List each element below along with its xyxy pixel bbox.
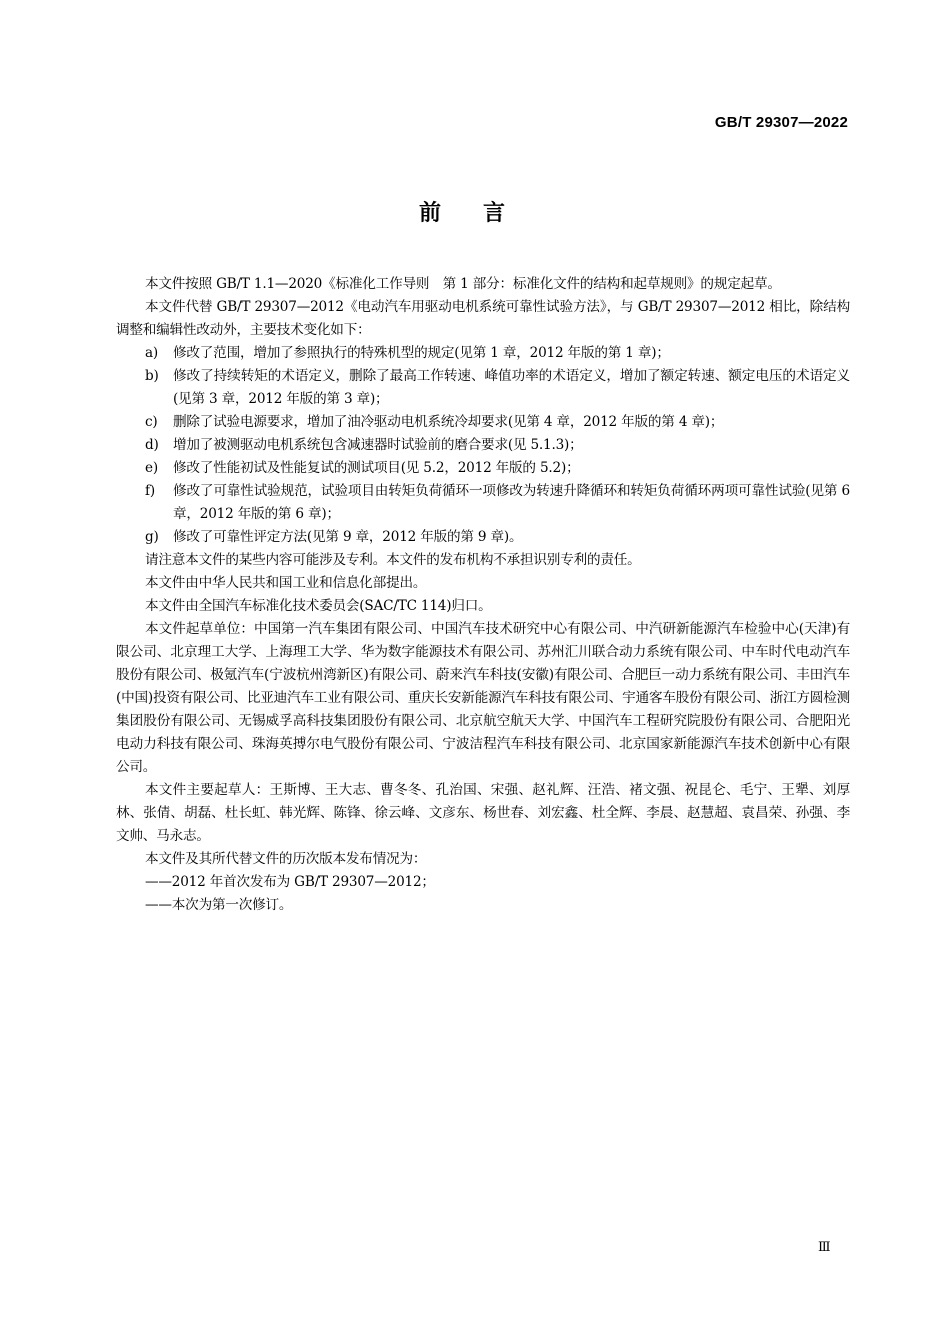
change-item [116, 526, 850, 549]
change-item [116, 434, 850, 457]
item-text: 修改了持续转矩的术语定义，删除了最高工作转速、峰值功率的术语定义，增加了额定转速、额定电压的术语定义(见第 3 章，2012 年版的第 3 章)； [173, 368, 850, 407]
change-item [116, 411, 850, 434]
item-marker: d) [145, 437, 159, 453]
item-marker: b) [145, 368, 159, 384]
paragraph-drafting-rules: 本文件按照 GB/T 1.1—2020《标准化工作导则 第 1 部分：标准化文件的结构和起草规则》的规定起草。 [145, 276, 781, 292]
history-item: ——本次为第一次修订。 [145, 897, 293, 913]
paragraph-replacement: 本文件代替 GB/T 29307—2012《电动汽车用驱动电机系统可靠性试验方法》，与 GB/T 29307—2012 相比，除结构调整和编辑性改动外，主要技术变化如下： [116, 299, 850, 338]
item-text: 修改了可靠性试验规范，试验项目由转矩负荷循环一项修改为转速升降循环和转矩负荷循环两项可靠性试验(见第 6 章，2012 年版的第 6 章)； [173, 483, 850, 522]
item-text: 修改了可靠性评定方法(见第 9 章，2012 年版的第 9 章)。 [173, 529, 523, 545]
change-item [116, 365, 850, 411]
item-text: 删除了试验电源要求，增加了油冷驱动电机系统冷却要求(见第 4 章，2012 年版的第 4 章)； [173, 414, 724, 430]
item-marker: e) [145, 460, 158, 476]
item-marker: f) [145, 483, 155, 499]
item-marker: a) [145, 345, 159, 361]
item-marker: c) [145, 414, 158, 430]
paragraph-history: 本文件及其所代替文件的历次版本发布情况为： [145, 851, 427, 867]
standard-number: GB/T 29307—2022 [714, 114, 848, 131]
paragraph-committee: 本文件由全国汽车标准化技术委员会(SAC/TC 114)归口。 [145, 598, 492, 614]
paragraph-drafters: 本文件主要起草人：王斯博、王大志、曹冬冬、孔治国、宋强、赵礼辉、汪浩、褚文强、祝昆仑、毛宁、王犟、刘厚林、张倩、胡磊、杜长虹、韩光辉、陈锋、徐云峰、文彦东、杨世春、刘宏鑫、杜全辉、李晨、赵慧超、袁昌荣、孙强、李文帅、马永志。 [116, 782, 850, 844]
paragraph-proposer: 本文件由中华人民共和国工业和信息化部提出。 [145, 575, 427, 591]
item-text: 修改了范围，增加了参照执行的特殊机型的规定(见第 1 章，2012 年版的第 1 章)； [173, 345, 670, 361]
paragraph-patent-notice: 请注意本文件的某些内容可能涉及专利。本文件的发布机构不承担识别专利的责任。 [145, 552, 641, 568]
paragraph-drafting-units: 本文件起草单位：中国第一汽车集团有限公司、中国汽车技术研究中心有限公司、中汽研新能源汽车检验中心(天津)有限公司、北京理工大学、上海理工大学、华为数字能源技术有限公司、苏州汇川联合动力系统有限公司、中车时代电动汽车股份有限公司、极氪汽车(宁波杭州湾新区)有限公司、蔚来汽车科技(安徽)有限公司、合肥巨一动力系统有限公司、丰田汽车(中国)投资有限公司、比亚迪汽车工业有限公司、重庆长安新能源汽车科技有限公司、宇通客车股份有限公司、浙江方圆检测集团股份有限公司、无锡威孚高科技集团股份有限公司、北京航空航天大学、中国汽车工程研究院股份有限公司、合肥阳光电动力科技有限公司、珠海英搏尔电气股份有限公司、宁波洁程汽车科技有限公司、北京国家新能源汽车技术创新中心有限公司。 [116, 621, 850, 775]
foreword-body [116, 273, 850, 917]
change-item [116, 457, 850, 480]
history-item: ——2012 年首次发布为 GB/T 29307—2012； [145, 874, 435, 890]
item-text: 修改了性能初试及性能复试的测试项目(见 5.2，2012 年版的 5.2)； [173, 460, 580, 476]
item-text: 增加了被测驱动电机系统包含减速器时试验前的磨合要求(见 5.1.3)； [173, 437, 583, 453]
change-item [116, 342, 850, 365]
page-number: Ⅲ [818, 1240, 831, 1255]
change-item [116, 480, 850, 526]
page-title: 前言 [418, 201, 547, 226]
item-marker: g) [145, 529, 159, 545]
